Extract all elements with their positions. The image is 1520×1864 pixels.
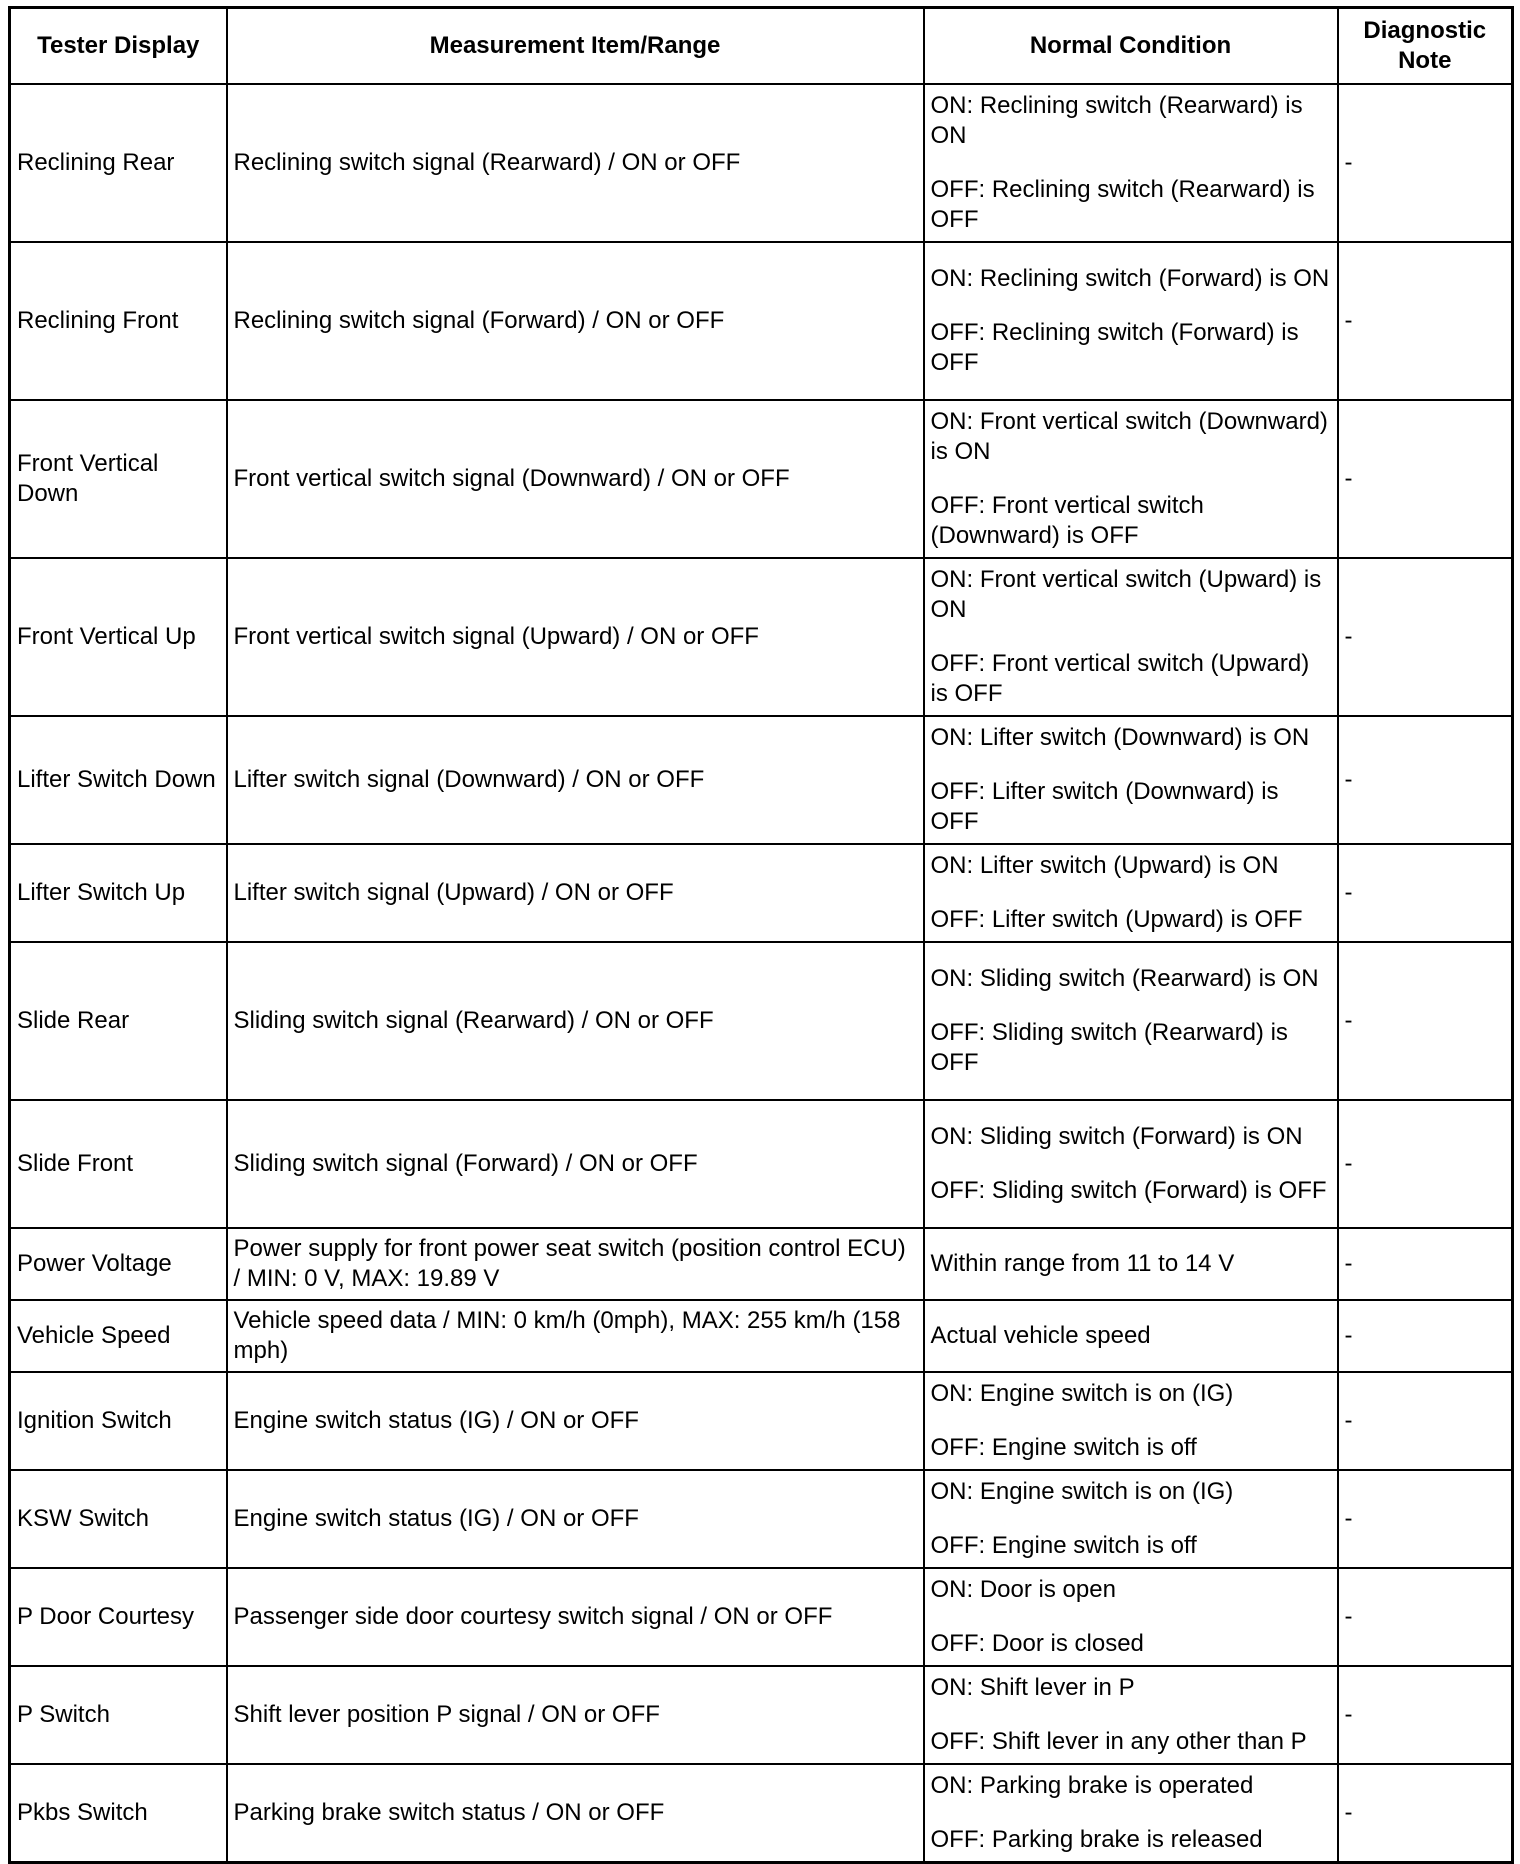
table-row — [10, 1666, 1513, 1764]
tester-display-cell: Power Voltage — [10, 1228, 227, 1300]
table-row — [10, 1100, 1513, 1228]
diagnostic-note-cell: - — [1338, 1228, 1513, 1300]
condition-on-text: ON: Parking brake is operated — [930, 1771, 1254, 1799]
tester-display-cell: Reclining Front — [10, 242, 227, 400]
normal-condition-cell — [924, 1372, 1338, 1470]
table-row — [10, 844, 1513, 942]
table-row — [10, 1372, 1513, 1470]
normal-condition-cell — [924, 1764, 1338, 1862]
condition-off-text: OFF: Lifter switch (Downward) is OFF — [930, 778, 1279, 835]
table-body — [10, 84, 1513, 1862]
header-tester-display: Tester Display — [10, 8, 227, 85]
measurement-item-cell: Parking brake switch status / ON or OFF — [227, 1764, 924, 1862]
condition-off-text: OFF: Reclining switch (Rearward) is OFF — [930, 176, 1315, 233]
normal-condition-cell — [924, 1470, 1338, 1568]
normal-condition-cell — [924, 1666, 1338, 1764]
condition-off-text: OFF: Engine switch is off — [930, 1434, 1197, 1461]
tester-display-cell: KSW Switch — [10, 1470, 227, 1568]
normal-condition-cell — [924, 1568, 1338, 1666]
measurement-item-cell: Reclining switch signal (Rearward) / ON or OFF — [227, 84, 924, 242]
diagnostic-note-cell: - — [1338, 1100, 1513, 1228]
diagnostic-note-cell: - — [1338, 84, 1513, 242]
table-row — [10, 400, 1513, 558]
table-row — [10, 1228, 1513, 1300]
table-wrapper — [8, 6, 1514, 1864]
condition-off-text: OFF: Sliding switch (Rearward) is OFF — [930, 1019, 1288, 1076]
condition-on-text: ON: Sliding switch (Rearward) is ON — [930, 965, 1319, 992]
condition-off-text: OFF: Engine switch is off — [930, 1532, 1197, 1559]
tester-display-cell: Slide Rear — [10, 942, 227, 1100]
normal-condition-cell — [924, 1100, 1338, 1228]
tester-display-cell: Slide Front — [10, 1100, 227, 1228]
condition-on-text: ON: Shift lever in P — [930, 1674, 1135, 1701]
normal-condition-cell — [924, 716, 1338, 844]
condition-on-text: ON: Engine switch is on (IG) — [930, 1478, 1234, 1505]
condition-on-text: ON: Reclining switch (Forward) is ON — [930, 265, 1330, 292]
condition-off-text: OFF: Shift lever in any other than P — [930, 1728, 1307, 1755]
condition-on-text: ON: Lifter switch (Downward) is ON — [930, 724, 1310, 751]
diagnostic-note-cell: - — [1338, 1372, 1513, 1470]
measurement-item-cell: Passenger side door courtesy switch signal / ON or OFF — [227, 1568, 924, 1666]
condition-on-text: ON: Door is open — [930, 1576, 1116, 1603]
condition-on-text: Actual vehicle speed — [930, 1322, 1151, 1349]
measurement-item-cell: Engine switch status (IG) / ON or OFF — [227, 1372, 924, 1470]
normal-condition-cell — [924, 84, 1338, 242]
condition-on-text: ON: Front vertical switch (Downward) is ON — [930, 408, 1328, 465]
diagnostic-note-cell: - — [1338, 242, 1513, 400]
measurement-item-cell: Lifter switch signal (Downward) / ON or OFF — [227, 716, 924, 844]
header-measurement-item: Measurement Item/Range — [227, 8, 924, 85]
tester-display-cell: P Door Courtesy — [10, 1568, 227, 1666]
condition-off-text: OFF: Front vertical switch (Downward) is OFF — [930, 492, 1204, 549]
diagnostic-note-cell: - — [1338, 1568, 1513, 1666]
measurement-item-cell: Sliding switch signal (Rearward) / ON or OFF — [227, 942, 924, 1100]
condition-off-text: OFF: Parking brake is released — [930, 1825, 1263, 1853]
normal-condition-cell — [924, 558, 1338, 716]
condition-on-text: Within range from 11 to 14 V — [930, 1250, 1235, 1277]
tester-display-cell: Reclining Rear — [10, 84, 227, 242]
normal-condition-cell — [924, 400, 1338, 558]
measurement-item-cell: Engine switch status (IG) / ON or OFF — [227, 1470, 924, 1568]
measurement-item-cell: Power supply for front power seat switch (position control ECU) / MIN: 0 V, MAX: 19.89 V — [227, 1228, 924, 1300]
measurement-item-cell: Sliding switch signal (Forward) / ON or OFF — [227, 1100, 924, 1228]
normal-condition-cell — [924, 844, 1338, 942]
condition-off-text: OFF: Front vertical switch (Upward) is OFF — [930, 650, 1310, 707]
tester-display-cell: Lifter Switch Down — [10, 716, 227, 844]
diagnostic-note-cell: - — [1338, 1666, 1513, 1764]
diagnostic-note-cell: - — [1338, 844, 1513, 942]
condition-off-text: OFF: Door is closed — [930, 1630, 1144, 1657]
tester-display-cell: Pkbs Switch — [10, 1764, 227, 1862]
measurement-item-cell: Front vertical switch signal (Downward) / ON or OFF — [227, 400, 924, 558]
diagnostic-note-cell: - — [1338, 1764, 1513, 1862]
tester-display-cell: Front Vertical Down — [10, 400, 227, 558]
tester-display-cell: Lifter Switch Up — [10, 844, 227, 942]
table-row — [10, 1764, 1513, 1862]
table-row — [10, 942, 1513, 1100]
condition-off-text: OFF: Reclining switch (Forward) is OFF — [930, 319, 1299, 376]
measurement-item-cell: Vehicle speed data / MIN: 0 km/h (0mph), MAX: 255 km/h (158 mph) — [227, 1300, 924, 1372]
header-row — [10, 8, 1513, 85]
condition-on-text: ON: Reclining switch (Rearward) is ON — [930, 92, 1303, 149]
tester-display-cell: Front Vertical Up — [10, 558, 227, 716]
table-row — [10, 84, 1513, 242]
measurement-item-cell: Front vertical switch signal (Upward) / ON or OFF — [227, 558, 924, 716]
diagnostic-note-cell: - — [1338, 942, 1513, 1100]
condition-on-text: ON: Engine switch is on (IG) — [930, 1380, 1234, 1407]
header-diagnostic-note: Diagnostic Note — [1338, 8, 1513, 85]
condition-on-text: ON: Front vertical switch (Upward) is ON — [930, 566, 1322, 623]
diagnostic-note-cell: - — [1338, 558, 1513, 716]
header-normal-condition: Normal Condition — [924, 8, 1338, 85]
condition-off-text: OFF: Lifter switch (Upward) is OFF — [930, 906, 1303, 933]
normal-condition-cell — [924, 942, 1338, 1100]
measurement-item-cell: Lifter switch signal (Upward) / ON or OFF — [227, 844, 924, 942]
measurement-item-cell: Reclining switch signal (Forward) / ON or OFF — [227, 242, 924, 400]
condition-on-text: ON: Lifter switch (Upward) is ON — [930, 852, 1279, 879]
diagnostic-note-cell: - — [1338, 716, 1513, 844]
table-row — [10, 716, 1513, 844]
table-row — [10, 1568, 1513, 1666]
table-row — [10, 1300, 1513, 1372]
normal-condition-cell — [924, 242, 1338, 400]
normal-condition-cell — [924, 1300, 1338, 1372]
condition-on-text: ON: Sliding switch (Forward) is ON — [930, 1123, 1303, 1150]
tester-display-cell: Ignition Switch — [10, 1372, 227, 1470]
tester-display-cell: Vehicle Speed — [10, 1300, 227, 1372]
tester-display-cell: P Switch — [10, 1666, 227, 1764]
table-row — [10, 558, 1513, 716]
diagnostic-note-cell: - — [1338, 1470, 1513, 1568]
condition-off-text: OFF: Sliding switch (Forward) is OFF — [930, 1177, 1327, 1204]
table-row — [10, 242, 1513, 400]
data-list-table — [8, 6, 1514, 1864]
table-row — [10, 1470, 1513, 1568]
normal-condition-cell — [924, 1228, 1338, 1300]
diagnostic-note-cell: - — [1338, 400, 1513, 558]
diagnostic-note-cell: - — [1338, 1300, 1513, 1372]
measurement-item-cell: Shift lever position P signal / ON or OFF — [227, 1666, 924, 1764]
